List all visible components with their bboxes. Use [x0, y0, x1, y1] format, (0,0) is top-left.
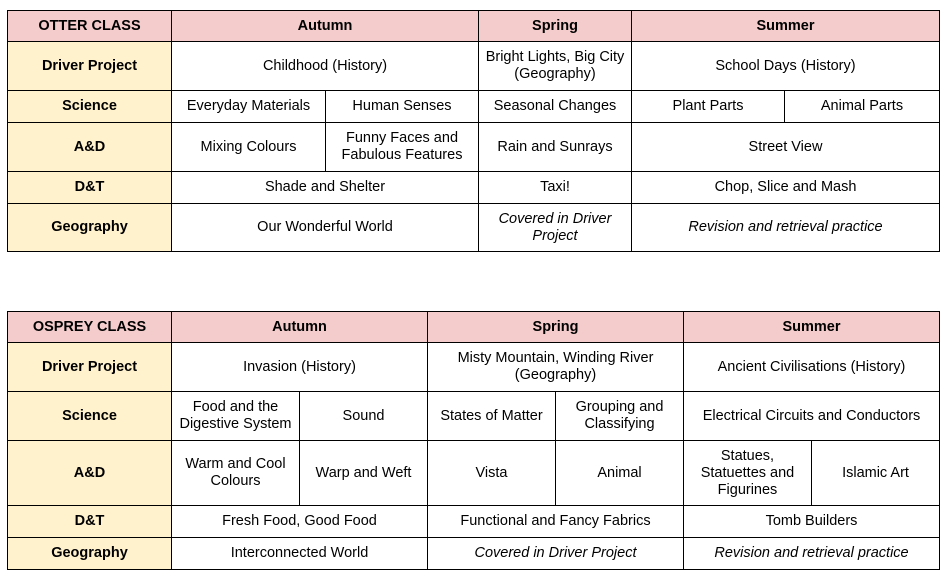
osprey-geography-label: Geography: [8, 538, 172, 570]
osprey-geography-autumn: Interconnected World: [172, 538, 428, 570]
otter-class-label: OTTER CLASS: [8, 11, 172, 42]
osprey-autumn-header: Autumn: [172, 312, 428, 343]
otter-ad-autumn-1: Mixing Colours: [172, 123, 326, 172]
otter-dt-summer: Chop, Slice and Mash: [632, 172, 940, 204]
osprey-ad-autumn-2: Warp and Weft: [300, 441, 428, 506]
otter-science-autumn-2: Human Senses: [326, 91, 479, 123]
otter-dt-row: [8, 172, 940, 204]
osprey-ad-summer-2: Islamic Art: [812, 441, 940, 506]
otter-autumn-header: Autumn: [172, 11, 479, 42]
otter-spring-header: Spring: [479, 11, 632, 42]
osprey-driver-spring: Misty Mountain, Winding River (Geography): [428, 343, 684, 392]
otter-geography-summer: Revision and retrieval practice: [632, 204, 940, 252]
osprey-geography-row: [8, 538, 940, 570]
osprey-ad-row: [8, 441, 940, 506]
osprey-science-spring-2: Grouping and Classifying: [556, 392, 684, 441]
osprey-ad-summer-1: Statues, Statuettes and Figurines: [684, 441, 812, 506]
otter-geography-spring: Covered in Driver Project: [479, 204, 632, 252]
osprey-dt-autumn: Fresh Food, Good Food: [172, 506, 428, 538]
otter-geography-autumn: Our Wonderful World: [172, 204, 479, 252]
otter-driver-row: [8, 42, 940, 91]
osprey-class-label: OSPREY CLASS: [8, 312, 172, 343]
otter-driver-spring: Bright Lights, Big City (Geography): [479, 42, 632, 91]
osprey-driver-row: [8, 343, 940, 392]
otter-science-summer-1: Plant Parts: [632, 91, 785, 123]
otter-driver-label: Driver Project: [8, 42, 172, 91]
otter-geography-row: [8, 204, 940, 252]
osprey-ad-spring-2: Animal: [556, 441, 684, 506]
otter-class-table: [7, 10, 940, 252]
otter-driver-autumn: Childhood (History): [172, 42, 479, 91]
osprey-spring-header: Spring: [428, 312, 684, 343]
osprey-dt-row: [8, 506, 940, 538]
otter-ad-label: A&D: [8, 123, 172, 172]
osprey-ad-label: A&D: [8, 441, 172, 506]
osprey-driver-autumn: Invasion (History): [172, 343, 428, 392]
osprey-science-spring-1: States of Matter: [428, 392, 556, 441]
otter-ad-spring: Rain and Sunrays: [479, 123, 632, 172]
otter-science-label: Science: [8, 91, 172, 123]
otter-geography-label: Geography: [8, 204, 172, 252]
otter-ad-summer: Street View: [632, 123, 940, 172]
otter-ad-autumn-2: Funny Faces and Fabulous Features: [326, 123, 479, 172]
otter-dt-spring: Taxi!: [479, 172, 632, 204]
osprey-geography-summer: Revision and retrieval practice: [684, 538, 940, 570]
otter-summer-header: Summer: [632, 11, 940, 42]
osprey-summer-header: Summer: [684, 312, 940, 343]
osprey-driver-summer: Ancient Civilisations (History): [684, 343, 940, 392]
osprey-ad-autumn-1: Warm and Cool Colours: [172, 441, 300, 506]
otter-driver-summer: School Days (History): [632, 42, 940, 91]
otter-science-autumn-1: Everyday Materials: [172, 91, 326, 123]
osprey-dt-spring: Functional and Fancy Fabrics: [428, 506, 684, 538]
otter-ad-row: [8, 123, 940, 172]
otter-dt-autumn: Shade and Shelter: [172, 172, 479, 204]
osprey-ad-spring-1: Vista: [428, 441, 556, 506]
osprey-dt-label: D&T: [8, 506, 172, 538]
osprey-science-autumn-2: Sound: [300, 392, 428, 441]
osprey-dt-summer: Tomb Builders: [684, 506, 940, 538]
otter-header-row: [8, 11, 940, 42]
otter-science-spring: Seasonal Changes: [479, 91, 632, 123]
osprey-header-row: [8, 312, 940, 343]
otter-dt-label: D&T: [8, 172, 172, 204]
osprey-geography-spring: Covered in Driver Project: [428, 538, 684, 570]
otter-science-summer-2: Animal Parts: [785, 91, 940, 123]
osprey-class-table: [7, 311, 940, 570]
osprey-science-label: Science: [8, 392, 172, 441]
osprey-driver-label: Driver Project: [8, 343, 172, 392]
otter-science-row: [8, 91, 940, 123]
osprey-science-row: [8, 392, 940, 441]
osprey-science-summer: Electrical Circuits and Conductors: [684, 392, 940, 441]
osprey-science-autumn-1: Food and the Digestive System: [172, 392, 300, 441]
